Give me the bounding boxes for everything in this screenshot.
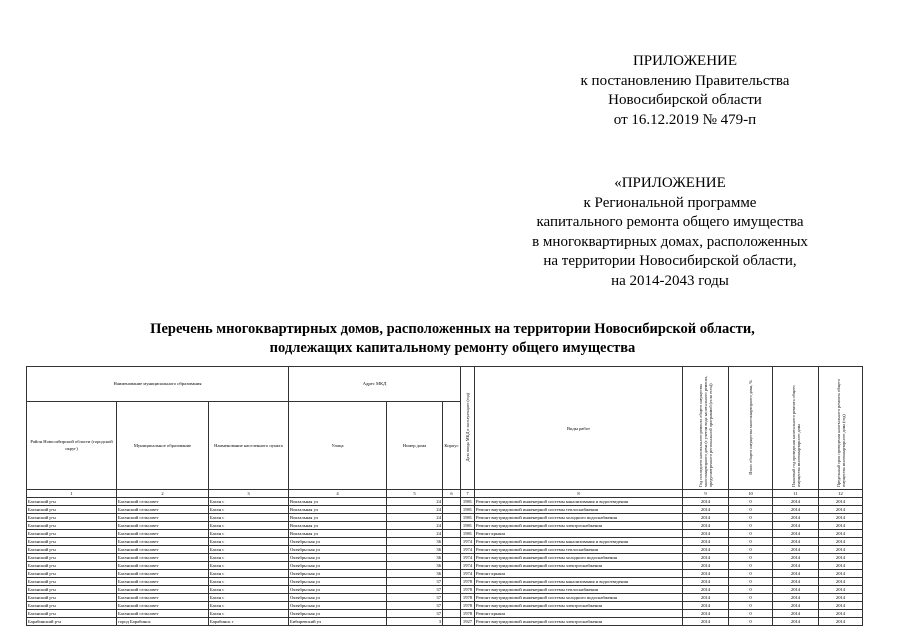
cell-deadline: 2014: [819, 602, 863, 610]
cell-wear: 0: [729, 562, 773, 570]
cell-building: [443, 506, 461, 514]
cell-deadline: 2014: [819, 562, 863, 570]
cell-planned: 2014: [773, 570, 819, 578]
cell-house: 36: [387, 562, 443, 570]
cell-house: 24: [387, 530, 443, 538]
cell-deadline: 2014: [819, 530, 863, 538]
cell-settlement: Баган с: [209, 554, 289, 562]
header-wear: [729, 367, 773, 490]
cell-work: Ремонт внутридомовой инженерной системы электроснабжения: [475, 562, 683, 570]
column-number: 3: [209, 490, 289, 498]
cell-year-last: 2014: [683, 514, 729, 522]
table-row: [27, 546, 863, 554]
cell-district: Баганский р-н: [27, 498, 117, 506]
column-number: 7: [461, 490, 475, 498]
table-row: [27, 602, 863, 610]
cell-settlement: Баган с: [209, 530, 289, 538]
cell-district: Баганский р-н: [27, 594, 117, 602]
cell-year-last: 2014: [683, 538, 729, 546]
column-number: 1: [27, 490, 117, 498]
cell-year-last: 2014: [683, 522, 729, 530]
column-number: 2: [117, 490, 209, 498]
cell-municipality: Баганский сельсовет: [117, 602, 209, 610]
cell-street: Октябрьская ул: [289, 578, 387, 586]
table-row: [27, 554, 863, 562]
cell-building: [443, 522, 461, 530]
cell-municipality: Баганский сельсовет: [117, 546, 209, 554]
cell-settlement: Баган с: [209, 522, 289, 530]
cell-building: [443, 586, 461, 594]
cell-district: Баганский р-н: [27, 530, 117, 538]
cell-building: [443, 610, 461, 618]
cell-work: Ремонт внутридомовой инженерной системы канализования и водоотведения: [475, 498, 683, 506]
approval-line-4: от 16.12.2019 № 479-п: [613, 111, 757, 128]
cell-settlement: Баган с: [209, 538, 289, 546]
cell-year-last: 2014: [683, 586, 729, 594]
cell-street: Вокзальная ул: [289, 530, 387, 538]
cell-year: 1974: [461, 570, 475, 578]
cell-deadline: 2014: [819, 610, 863, 618]
approval-line-3: Новосибирской области: [608, 92, 762, 108]
cell-work: Ремонт крыши: [475, 570, 683, 578]
cell-planned: 2014: [773, 498, 819, 506]
cell-district: Баганский р-н: [27, 546, 117, 554]
cell-work: Ремонт внутридомовой инженерной системы холодного водоснабжения: [475, 554, 683, 562]
cell-district: Баганский р-н: [27, 538, 117, 546]
cell-year-last: 2014: [683, 578, 729, 586]
cell-deadline: 2014: [819, 586, 863, 594]
annex-line-5: на территории Новосибирской области,: [543, 253, 797, 269]
cell-year: 1978: [461, 586, 475, 594]
cell-deadline: 2014: [819, 594, 863, 602]
cell-wear: 0: [729, 498, 773, 506]
cell-settlement: Баган с: [209, 610, 289, 618]
cell-street: Бибиревский ул: [289, 618, 387, 626]
cell-district: Баганский р-н: [27, 610, 117, 618]
header-deadline: [819, 367, 863, 490]
cell-settlement: Баган с: [209, 562, 289, 570]
cell-street: Октябрьская ул: [289, 554, 387, 562]
cell-deadline: 2014: [819, 578, 863, 586]
cell-year-last: 2014: [683, 546, 729, 554]
cell-street: Октябрьская ул: [289, 610, 387, 618]
cell-year-last: 2014: [683, 594, 729, 602]
cell-deadline: 2014: [819, 570, 863, 578]
cell-wear: 0: [729, 538, 773, 546]
cell-building: [443, 554, 461, 562]
cell-deadline: 2014: [819, 554, 863, 562]
cell-deadline: 2014: [819, 538, 863, 546]
cell-work: Ремонт внутридомовой инженерной системы теплоснабжения: [475, 506, 683, 514]
cell-municipality: Баганский сельсовет: [117, 506, 209, 514]
cell-house: 3: [387, 618, 443, 626]
cell-wear: 0: [729, 618, 773, 626]
column-number: 10: [729, 490, 773, 498]
cell-year-last: 2014: [683, 610, 729, 618]
cell-year: 1927: [461, 618, 475, 626]
cell-wear: 0: [729, 514, 773, 522]
cell-planned: 2014: [773, 562, 819, 570]
cell-work: Ремонт внутридомовой инженерной системы электроснабжения: [475, 618, 683, 626]
table-row: [27, 594, 863, 602]
cell-street: Октябрьская ул: [289, 562, 387, 570]
cell-house: 24: [387, 506, 443, 514]
table-row: [27, 530, 863, 538]
header-municipality-group: Наименование муниципального образования: [27, 367, 289, 402]
cell-year-last: 2014: [683, 602, 729, 610]
cell-deadline: 2014: [819, 522, 863, 530]
annex-block: [505, 174, 835, 291]
cell-work: Ремонт внутридомовой инженерной системы канализования и водоотведения: [475, 538, 683, 546]
cell-planned: 2014: [773, 586, 819, 594]
cell-year: 1974: [461, 562, 475, 570]
table-row: [27, 586, 863, 594]
cell-deadline: 2014: [819, 546, 863, 554]
cell-deadline: 2014: [819, 506, 863, 514]
cell-settlement: Баган с: [209, 570, 289, 578]
title-line-1: Перечень многоквартирных домов, расположенных на территории Новосибирской области,: [150, 321, 755, 337]
cell-building: [443, 594, 461, 602]
cell-street: Октябрьская ул: [289, 546, 387, 554]
table-row: [27, 538, 863, 546]
annex-line-4: в многоквартирных домах, расположенных: [532, 233, 808, 250]
cell-district: Баганский р-н: [27, 586, 117, 594]
cell-house: 37: [387, 602, 443, 610]
cell-building: [443, 578, 461, 586]
annex-line-3: капитального ремонта общего имущества: [536, 214, 804, 230]
table-row: [27, 498, 863, 506]
header-district: Район Новосибирской области (городской округ): [27, 401, 117, 489]
cell-settlement: Баган с: [209, 546, 289, 554]
cell-year-last: 2014: [683, 570, 729, 578]
table-row: [27, 514, 863, 522]
cell-district: Баганский р-н: [27, 514, 117, 522]
cell-district: Баганский р-н: [27, 602, 117, 610]
cell-municipality: Баганский сельсовет: [117, 522, 209, 530]
cell-planned: 2014: [773, 594, 819, 602]
approval-line-1: ПРИЛОЖЕНИЕ: [632, 53, 738, 69]
cell-planned: 2014: [773, 514, 819, 522]
table-row: [27, 570, 863, 578]
header-planned-text: Плановый год проведения капитального ремонта общего имущества многоквартирного дома: [790, 385, 801, 487]
header-year-last-text: Год последнего капитального ремонта общего имущества многоквартирного дома (с учетом вида капитального ремонта, предусмотренного региональной программой (если есть)): [698, 375, 713, 487]
cell-settlement: Баган с: [209, 578, 289, 586]
cell-wear: 0: [729, 602, 773, 610]
table-row: [27, 610, 863, 618]
header-wear-text: Износ общего имущества многоквартирного дома, %: [748, 379, 753, 475]
cell-street: Вокзальная ул: [289, 522, 387, 530]
cell-municipality: Баганский сельсовет: [117, 498, 209, 506]
cell-planned: 2014: [773, 538, 819, 546]
cell-district: Баганский р-н: [27, 506, 117, 514]
annex-line-6: на 2014-2043 годы: [611, 272, 729, 289]
cell-municipality: Баганский сельсовет: [117, 554, 209, 562]
table-row: [27, 506, 863, 514]
annex-line-2: к Региональной программе: [583, 194, 757, 211]
header-deadline-text: Предельный срок проведения капитального ремонта общего имущества многоквартирного дома (год): [835, 379, 846, 487]
header-municipality: Муниципальное образование: [117, 401, 209, 489]
cell-wear: 0: [729, 586, 773, 594]
cell-house: 37: [387, 594, 443, 602]
header-planned: [773, 367, 819, 490]
table-row: [27, 522, 863, 530]
cell-house: 24: [387, 514, 443, 522]
cell-planned: 2014: [773, 546, 819, 554]
cell-planned: 2014: [773, 506, 819, 514]
cell-work: Ремонт внутридомовой инженерной системы теплоснабжения: [475, 586, 683, 594]
column-number: 11: [773, 490, 819, 498]
cell-planned: 2014: [773, 618, 819, 626]
cell-planned: 2014: [773, 578, 819, 586]
cell-house: 36: [387, 546, 443, 554]
header-building: Корпус: [443, 401, 461, 489]
cell-municipality: Баганский сельсовет: [117, 578, 209, 586]
cell-settlement: Баган с: [209, 586, 289, 594]
cell-work: Ремонт внутридомовой инженерной системы холодного водоснабжения: [475, 514, 683, 522]
column-number: 5: [387, 490, 443, 498]
cell-year-last: 2014: [683, 562, 729, 570]
cell-year: 1978: [461, 610, 475, 618]
cell-year: 1974: [461, 546, 475, 554]
cell-district: Барабинский р-н: [27, 618, 117, 626]
cell-year-last: 2014: [683, 498, 729, 506]
column-number: 9: [683, 490, 729, 498]
table-header-row-groups: [27, 367, 863, 402]
cell-street: Октябрьская ул: [289, 586, 387, 594]
cell-year: 1978: [461, 602, 475, 610]
cell-wear: 0: [729, 546, 773, 554]
cell-year: 1974: [461, 538, 475, 546]
cell-work: Ремонт внутридомовой инженерной системы электроснабжения: [475, 602, 683, 610]
cell-year-last: 2014: [683, 506, 729, 514]
cell-street: Октябрьская ул: [289, 594, 387, 602]
cell-deadline: 2014: [819, 514, 863, 522]
cell-year: 1978: [461, 578, 475, 586]
cell-house: 37: [387, 586, 443, 594]
column-number: 6: [443, 490, 461, 498]
cell-work: Ремонт внутридомовой инженерной системы канализования и водоотведения: [475, 578, 683, 586]
cell-municipality: Баганский сельсовет: [117, 538, 209, 546]
cell-wear: 0: [729, 506, 773, 514]
cell-settlement: Баган с: [209, 594, 289, 602]
cell-settlement: Баган с: [209, 498, 289, 506]
cell-year: 1981: [461, 514, 475, 522]
cell-district: Баганский р-н: [27, 578, 117, 586]
header-year-last: [683, 367, 729, 490]
cell-house: 24: [387, 498, 443, 506]
cell-house: 37: [387, 578, 443, 586]
column-number: 4: [289, 490, 387, 498]
cell-house: 36: [387, 554, 443, 562]
cell-district: Баганский р-н: [27, 562, 117, 570]
cell-wear: 0: [729, 554, 773, 562]
cell-house: 36: [387, 538, 443, 546]
cell-year-last: 2014: [683, 530, 729, 538]
cell-municipality: Баганский сельсовет: [117, 570, 209, 578]
cell-house: 36: [387, 570, 443, 578]
cell-street: Октябрьская ул: [289, 602, 387, 610]
cell-building: [443, 538, 461, 546]
cell-work: Ремонт внутридомовой инженерной системы холодного водоснабжения: [475, 594, 683, 602]
cell-building: [443, 602, 461, 610]
cell-wear: 0: [729, 570, 773, 578]
cell-year: 1981: [461, 522, 475, 530]
cell-building: [443, 562, 461, 570]
cell-municipality: Баганский сельсовет: [117, 594, 209, 602]
cell-settlement: Баган с: [209, 602, 289, 610]
cell-building: [443, 618, 461, 626]
cell-year-last: 2014: [683, 554, 729, 562]
header-house: Номер дома: [387, 401, 443, 489]
cell-work: Ремонт крыши: [475, 610, 683, 618]
approval-line-2: к постановлению Правительства: [580, 72, 790, 89]
cell-year: 1981: [461, 498, 475, 506]
cell-planned: 2014: [773, 602, 819, 610]
cell-street: Вокзальная ул: [289, 514, 387, 522]
cell-wear: 0: [729, 522, 773, 530]
cell-district: Баганский р-н: [27, 522, 117, 530]
table-row: [27, 578, 863, 586]
cell-district: Баганский р-н: [27, 570, 117, 578]
column-number-row: [27, 490, 863, 498]
cell-year-last: 2014: [683, 618, 729, 626]
cell-year: 1981: [461, 530, 475, 538]
cell-year: 1978: [461, 594, 475, 602]
header-street: Улица: [289, 401, 387, 489]
cell-year: 1981: [461, 506, 475, 514]
document-title: [60, 320, 845, 358]
table-row: [27, 562, 863, 570]
cell-municipality: Баганский сельсовет: [117, 610, 209, 618]
cell-wear: 0: [729, 530, 773, 538]
cell-settlement: Баган с: [209, 506, 289, 514]
housing-register-table: [26, 366, 863, 626]
cell-municipality: город Барабинск: [117, 618, 209, 626]
cell-settlement: Барабинск г: [209, 618, 289, 626]
cell-planned: 2014: [773, 554, 819, 562]
table-body: [27, 498, 863, 626]
cell-municipality: Баганский сельсовет: [117, 586, 209, 594]
header-date: [461, 367, 475, 490]
header-works: Виды работ: [475, 367, 683, 490]
cell-wear: 0: [729, 578, 773, 586]
cell-work: Ремонт внутридомовой инженерной системы теплоснабжения: [475, 546, 683, 554]
cell-wear: 0: [729, 594, 773, 602]
column-number: 12: [819, 490, 863, 498]
cell-street: Октябрьская ул: [289, 538, 387, 546]
cell-deadline: 2014: [819, 498, 863, 506]
table-row: [27, 618, 863, 626]
cell-building: [443, 514, 461, 522]
cell-planned: 2014: [773, 530, 819, 538]
cell-wear: 0: [729, 610, 773, 618]
header-date-text: Дата ввода МКД в эксплуатацию (год): [465, 392, 470, 462]
cell-building: [443, 546, 461, 554]
cell-street: Вокзальная ул: [289, 498, 387, 506]
cell-building: [443, 570, 461, 578]
cell-municipality: Баганский сельсовет: [117, 530, 209, 538]
cell-municipality: Баганский сельсовет: [117, 514, 209, 522]
cell-district: Баганский р-н: [27, 554, 117, 562]
cell-planned: 2014: [773, 610, 819, 618]
cell-street: Октябрьская ул: [289, 570, 387, 578]
header-settlement: Наименование населенного пункта: [209, 401, 289, 489]
cell-work: Ремонт крыши: [475, 530, 683, 538]
cell-building: [443, 498, 461, 506]
cell-municipality: Баганский сельсовет: [117, 562, 209, 570]
cell-street: Вокзальная ул: [289, 506, 387, 514]
cell-planned: 2014: [773, 522, 819, 530]
cell-year: 1974: [461, 554, 475, 562]
cell-work: Ремонт внутридомовой инженерной системы электроснабжения: [475, 522, 683, 530]
cell-house: 24: [387, 522, 443, 530]
header-address-group: Адрес МКД: [289, 367, 461, 402]
cell-deadline: 2014: [819, 618, 863, 626]
approval-block: [540, 52, 830, 130]
cell-building: [443, 530, 461, 538]
cell-house: 37: [387, 610, 443, 618]
annex-line-1: «ПРИЛОЖЕНИЕ: [614, 175, 726, 191]
cell-settlement: Баган с: [209, 514, 289, 522]
column-number: 8: [475, 490, 683, 498]
title-line-2: подлежащих капитальному ремонту общего имущества: [269, 340, 636, 356]
